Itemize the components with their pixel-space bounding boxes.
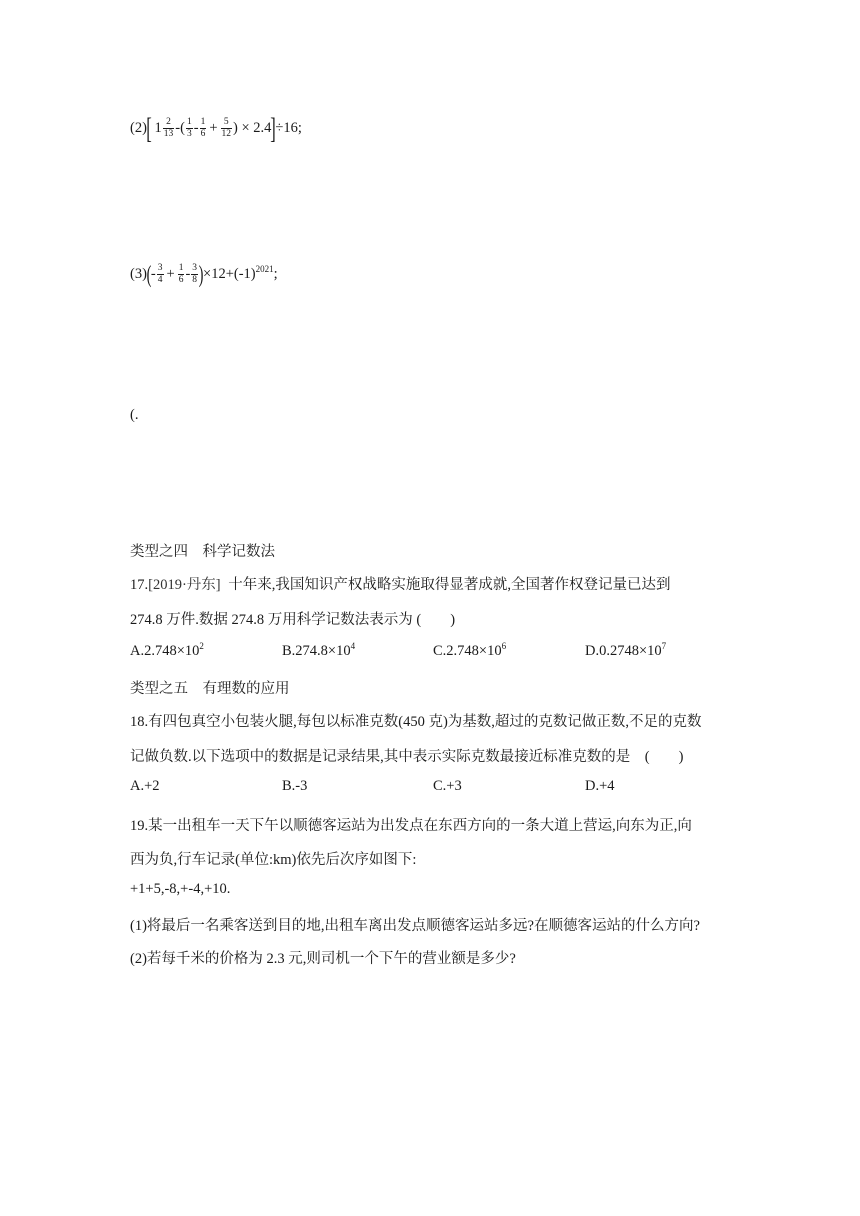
question-18-line2: 记做负数.以下选项中的数据是记录结果,其中表示实际克数最接近标准克数的是 ( ) bbox=[130, 749, 684, 765]
q2-after: ÷16; bbox=[275, 120, 302, 136]
section-5-title: 类型之五 有理数的应用 bbox=[130, 681, 290, 697]
question-2-expression bbox=[130, 112, 302, 144]
question-3-expression bbox=[130, 258, 278, 290]
q18-option-c[interactable]: C.+3 bbox=[433, 778, 462, 794]
q3-tail: ×12+(-1) bbox=[203, 266, 256, 282]
fraction: $\frac{1}{3}$ bbox=[186, 117, 192, 140]
q18-option-d[interactable]: D.+4 bbox=[585, 778, 615, 794]
question-4-stub: (. bbox=[130, 407, 139, 423]
q3-label: (3) bbox=[130, 266, 147, 282]
fraction: $\frac{1}{6}$ bbox=[200, 117, 206, 140]
fraction: $\frac{2}{13}$ bbox=[163, 117, 174, 140]
question-19-sub2: (2)若每千米的价格为 2.3 元,则司机一个下午的营业额是多少? bbox=[130, 951, 516, 967]
question-18-line1: 18.有四包真空小包装火腿,每包以标准克数(450 克)为基数,超过的克数记做正数,不足的克数 bbox=[130, 714, 702, 730]
question-17-line2: 274.8 万件.数据 274.8 万用科学记数法表示为 ( ) bbox=[130, 612, 456, 628]
q18-option-a[interactable]: A.+2 bbox=[130, 778, 160, 794]
q2-op: -( bbox=[175, 120, 185, 136]
q17-number: 17. bbox=[130, 577, 149, 593]
q3-end: ; bbox=[273, 266, 278, 282]
q2-whole: 1 bbox=[154, 120, 162, 136]
q17-option-a[interactable]: $A.2.748\times 10^2$ bbox=[130, 641, 204, 659]
q17-text: 十年来,我国知识产权战略实施取得显著成就,全国著作权登记量已达到 bbox=[228, 577, 671, 593]
q3-op: - bbox=[185, 266, 191, 282]
fraction: $\frac{3}{4}$ bbox=[157, 263, 163, 286]
question-19-line1: 19.某一出租车一天下午以顺德客运站为出发点在东西方向的一条大道上营运,向东为正,向 bbox=[130, 818, 692, 834]
q18-option-b[interactable]: B.-3 bbox=[282, 778, 308, 794]
fraction: $\frac{3}{8}$ bbox=[192, 263, 198, 286]
q3-exponent: 2021 bbox=[255, 264, 274, 275]
q3-op: - bbox=[150, 266, 156, 282]
q17-option-d[interactable]: $D.0.2748\times 10^7$ bbox=[585, 641, 667, 659]
q17-option-b[interactable]: $B.274.8\times 10^4$ bbox=[282, 641, 356, 659]
question-17-line1 bbox=[130, 573, 671, 594]
close-paren: ) bbox=[198, 261, 204, 288]
q2-op: + bbox=[209, 120, 218, 136]
question-19-line2: 西为负,行车记录(单位:km)依先后次序如图下: bbox=[130, 852, 417, 868]
open-paren: ( bbox=[146, 261, 152, 288]
question-19-sub1: (1)将最后一名乘客送到目的地,出租车离出发点顺德客运站多远?在顺德客运站的什么方向? bbox=[130, 918, 700, 934]
q17-source: [2019·丹东] bbox=[148, 577, 221, 593]
q2-label: (2) bbox=[130, 120, 147, 136]
q2-tail: ) × 2.4 bbox=[233, 120, 272, 136]
question-19-record: +1+5,-8,+-4,+10. bbox=[130, 881, 231, 897]
fraction: $\frac{5}{12}$ bbox=[221, 117, 231, 140]
q17-option-c[interactable]: $C.2.748\times 10^6$ bbox=[433, 641, 507, 659]
open-bracket: [ bbox=[146, 111, 152, 145]
close-bracket: ] bbox=[270, 111, 277, 145]
q2-op: - bbox=[193, 120, 199, 136]
section-4-title: 类型之四 科学记数法 bbox=[130, 544, 275, 560]
fraction: $\frac{1}{6}$ bbox=[178, 263, 184, 286]
q3-op: + bbox=[166, 266, 175, 282]
